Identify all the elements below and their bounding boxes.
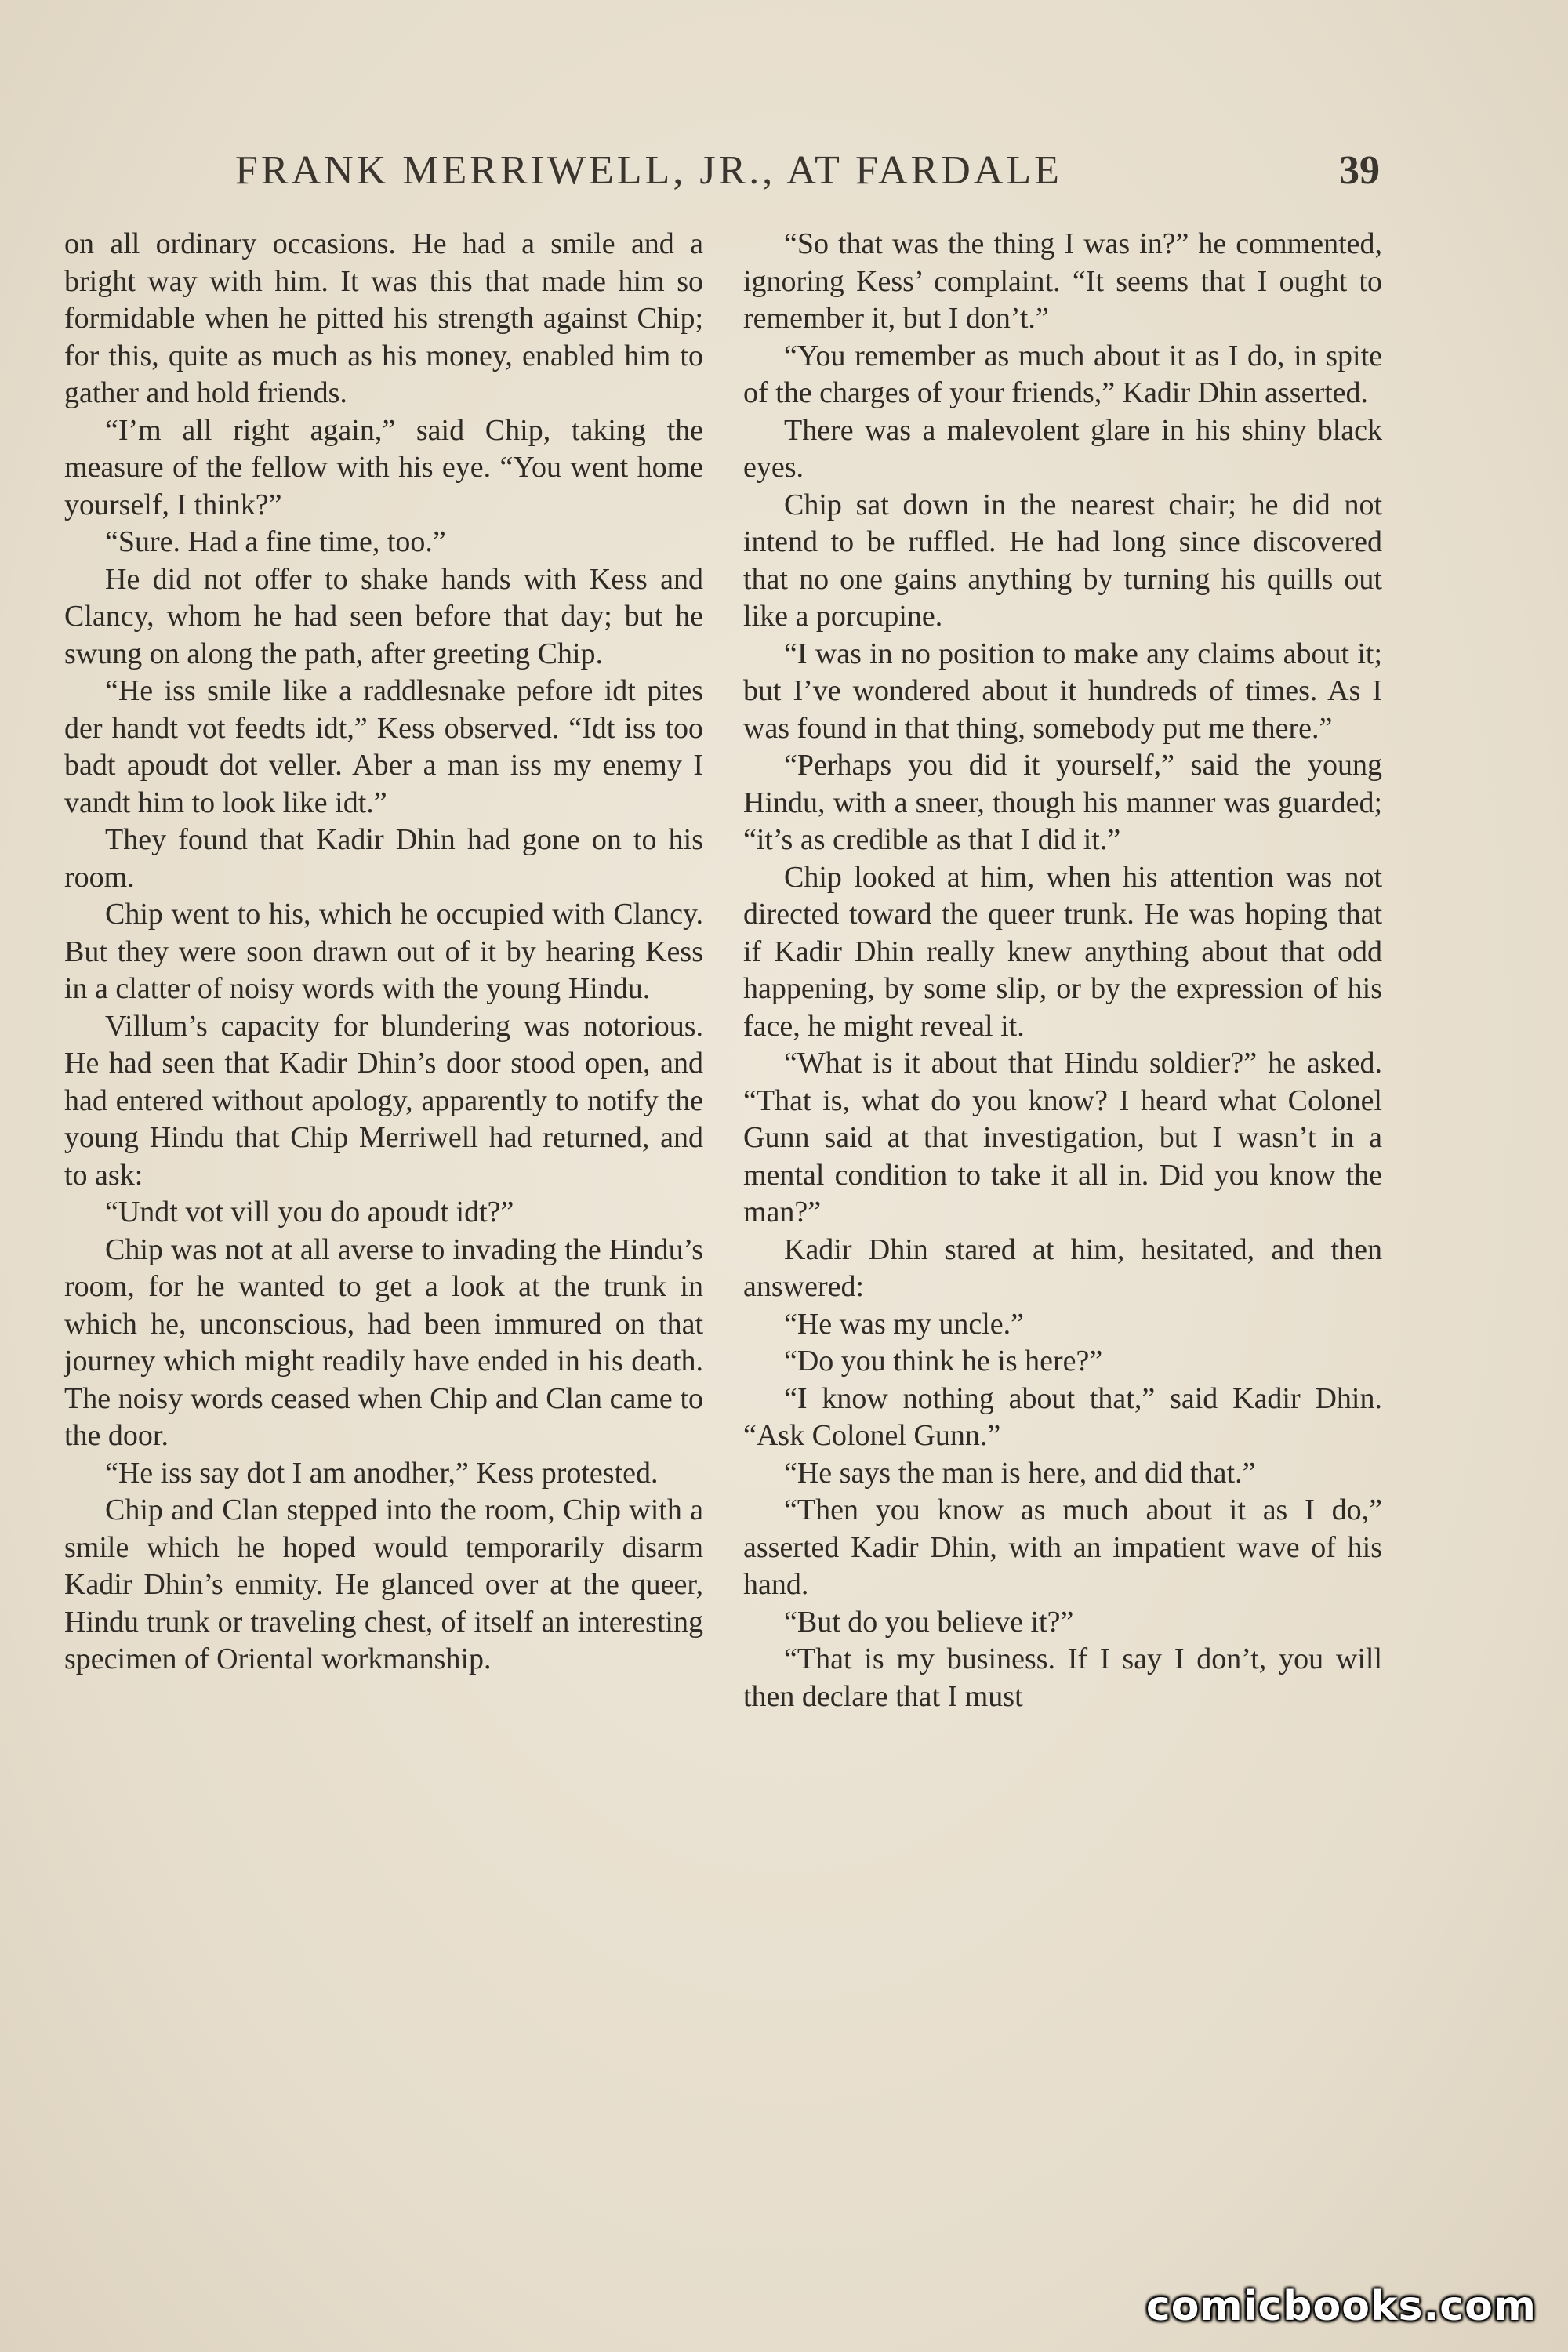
paragraph: “Do you think he is here?” xyxy=(784,1345,1103,1377)
paragraph: Chip went to his, which he occupied with Clancy. But they were soon drawn out of it by hearing Kess in a clatter of noisy words with the young Hindu. xyxy=(64,898,703,1005)
paragraph: “He was my uncle.” xyxy=(784,1307,1024,1341)
left-column xyxy=(64,226,703,1679)
paragraph: “I’m all right again,” said Chip, taking the measure of the fellow with his eye. “You went home yourself, I think?” xyxy=(64,413,703,521)
paragraph: Chip sat down in the nearest chair; he did not intend to be ruffled. He had long since discovered that no one gains anything by turning his quills out like a porcupine. xyxy=(743,488,1382,633)
paragraph: Kadir Dhin stared at him, hesitated, and then answered: xyxy=(743,1232,1382,1303)
paragraph: Villum’s capacity for blundering was notorious. He had seen that Kadir Dhin’s door stood open, and had entered without apology, apparently to notify the young Hindu that Chip Merriwell had returned, and to ask: xyxy=(64,1009,703,1192)
paragraph: He did not offer to shake hands with Kess and Clancy, whom he had seen before that day; but he swung on along the path, after greeting Chip. xyxy=(64,562,703,670)
paragraph: on all ordinary occasions. He had a smile and a bright way with him. It was this that made him so formidable when he pitted his strength against Chip; for this, quite as much as his money, enabled him to gather and hold friends. xyxy=(64,227,703,409)
paragraph: “I was in no position to make any claims about it; but I’ve wondered about it hundreds of times. As I was found in that thing, somebody put me there.” xyxy=(743,637,1382,745)
page-number: 39 xyxy=(1339,148,1380,193)
paragraph: Chip and Clan stepped into the room, Chip with a smile which he hoped would temporarily disarm Kadir Dhin’s enmity. He glanced over at the queer, Hindu trunk or traveling chest, of itself an interesting specimen of Oriental workmanship. xyxy=(64,1494,703,1675)
paragraph: “So that was the thing I was in?” he commented, ignoring Kess’ complaint. “It seems that I ought to remember it, but I don’t.” xyxy=(743,227,1382,335)
paragraph: “Undt vot vill you do apoudt idt?” xyxy=(105,1196,514,1229)
paragraph: “That is my business. If I say I don’t, you will then declare that I must xyxy=(743,1642,1382,1713)
paragraph: “He says the man is here, and did that.” xyxy=(784,1456,1256,1490)
paragraph: There was a malevolent glare in his shiny black eyes. xyxy=(743,413,1382,484)
paragraph: “He iss say dot I am anodher,” Kess protested. xyxy=(105,1456,659,1490)
paragraph: “You remember as much about it as I do, in spite of the charges of your friends,” Kadir Dhin asserted. xyxy=(743,339,1382,409)
paragraph: “What is it about that Hindu soldier?” he asked. “That is, what do you know? I heard what Colonel Gunn said at that investigation, but I wasn’t in a mental condition to take it all in. Did you know the man?” xyxy=(743,1047,1382,1229)
running-title: FRANK MERRIWELL, JR., AT FARDALE xyxy=(235,148,1062,193)
paragraph: “I know nothing about that,” said Kadir Dhin. “Ask Colonel Gunn.” xyxy=(743,1381,1382,1452)
paragraph: “Sure. Had a fine time, too.” xyxy=(105,525,446,558)
paragraph: “He iss smile like a raddlesnake pefore idt pites der handt vot feedts idt,” Kess observed. “Idt iss too badt apoudt dot veller. Aber a man iss my enemy I vandt him to look like idt.” xyxy=(64,674,703,819)
page-header xyxy=(235,147,1380,210)
paragraph: “But do you believe it?” xyxy=(784,1605,1074,1639)
watermark: comicbooks.com xyxy=(1145,2283,1537,2330)
paragraph: Chip looked at him, when his attention was not directed toward the queer trunk. He was hoping that if Kadir Dhin really knew anything about that odd happening, by some slip, or by the expression of his face, he might reveal it. xyxy=(743,860,1382,1043)
paragraph: Chip was not at all averse to invading the Hindu’s room, for he wanted to get a look at the trunk in which he, unconscious, had been immured on that journey which might readily have ended in his death. The noisy words ceased when Chip and Clan came to the door. xyxy=(64,1232,703,1452)
paragraph: “Then you know as much about it as I do,” asserted Kadir Dhin, with an impatient wave of his hand. xyxy=(743,1494,1382,1601)
right-column xyxy=(743,226,1382,1715)
paragraph: They found that Kadir Dhin had gone on to his room. xyxy=(64,823,703,894)
paragraph: “Perhaps you did it yourself,” said the young Hindu, with a sneer, though his manner was guarded; “it’s as credible as that I did it.” xyxy=(743,749,1382,856)
